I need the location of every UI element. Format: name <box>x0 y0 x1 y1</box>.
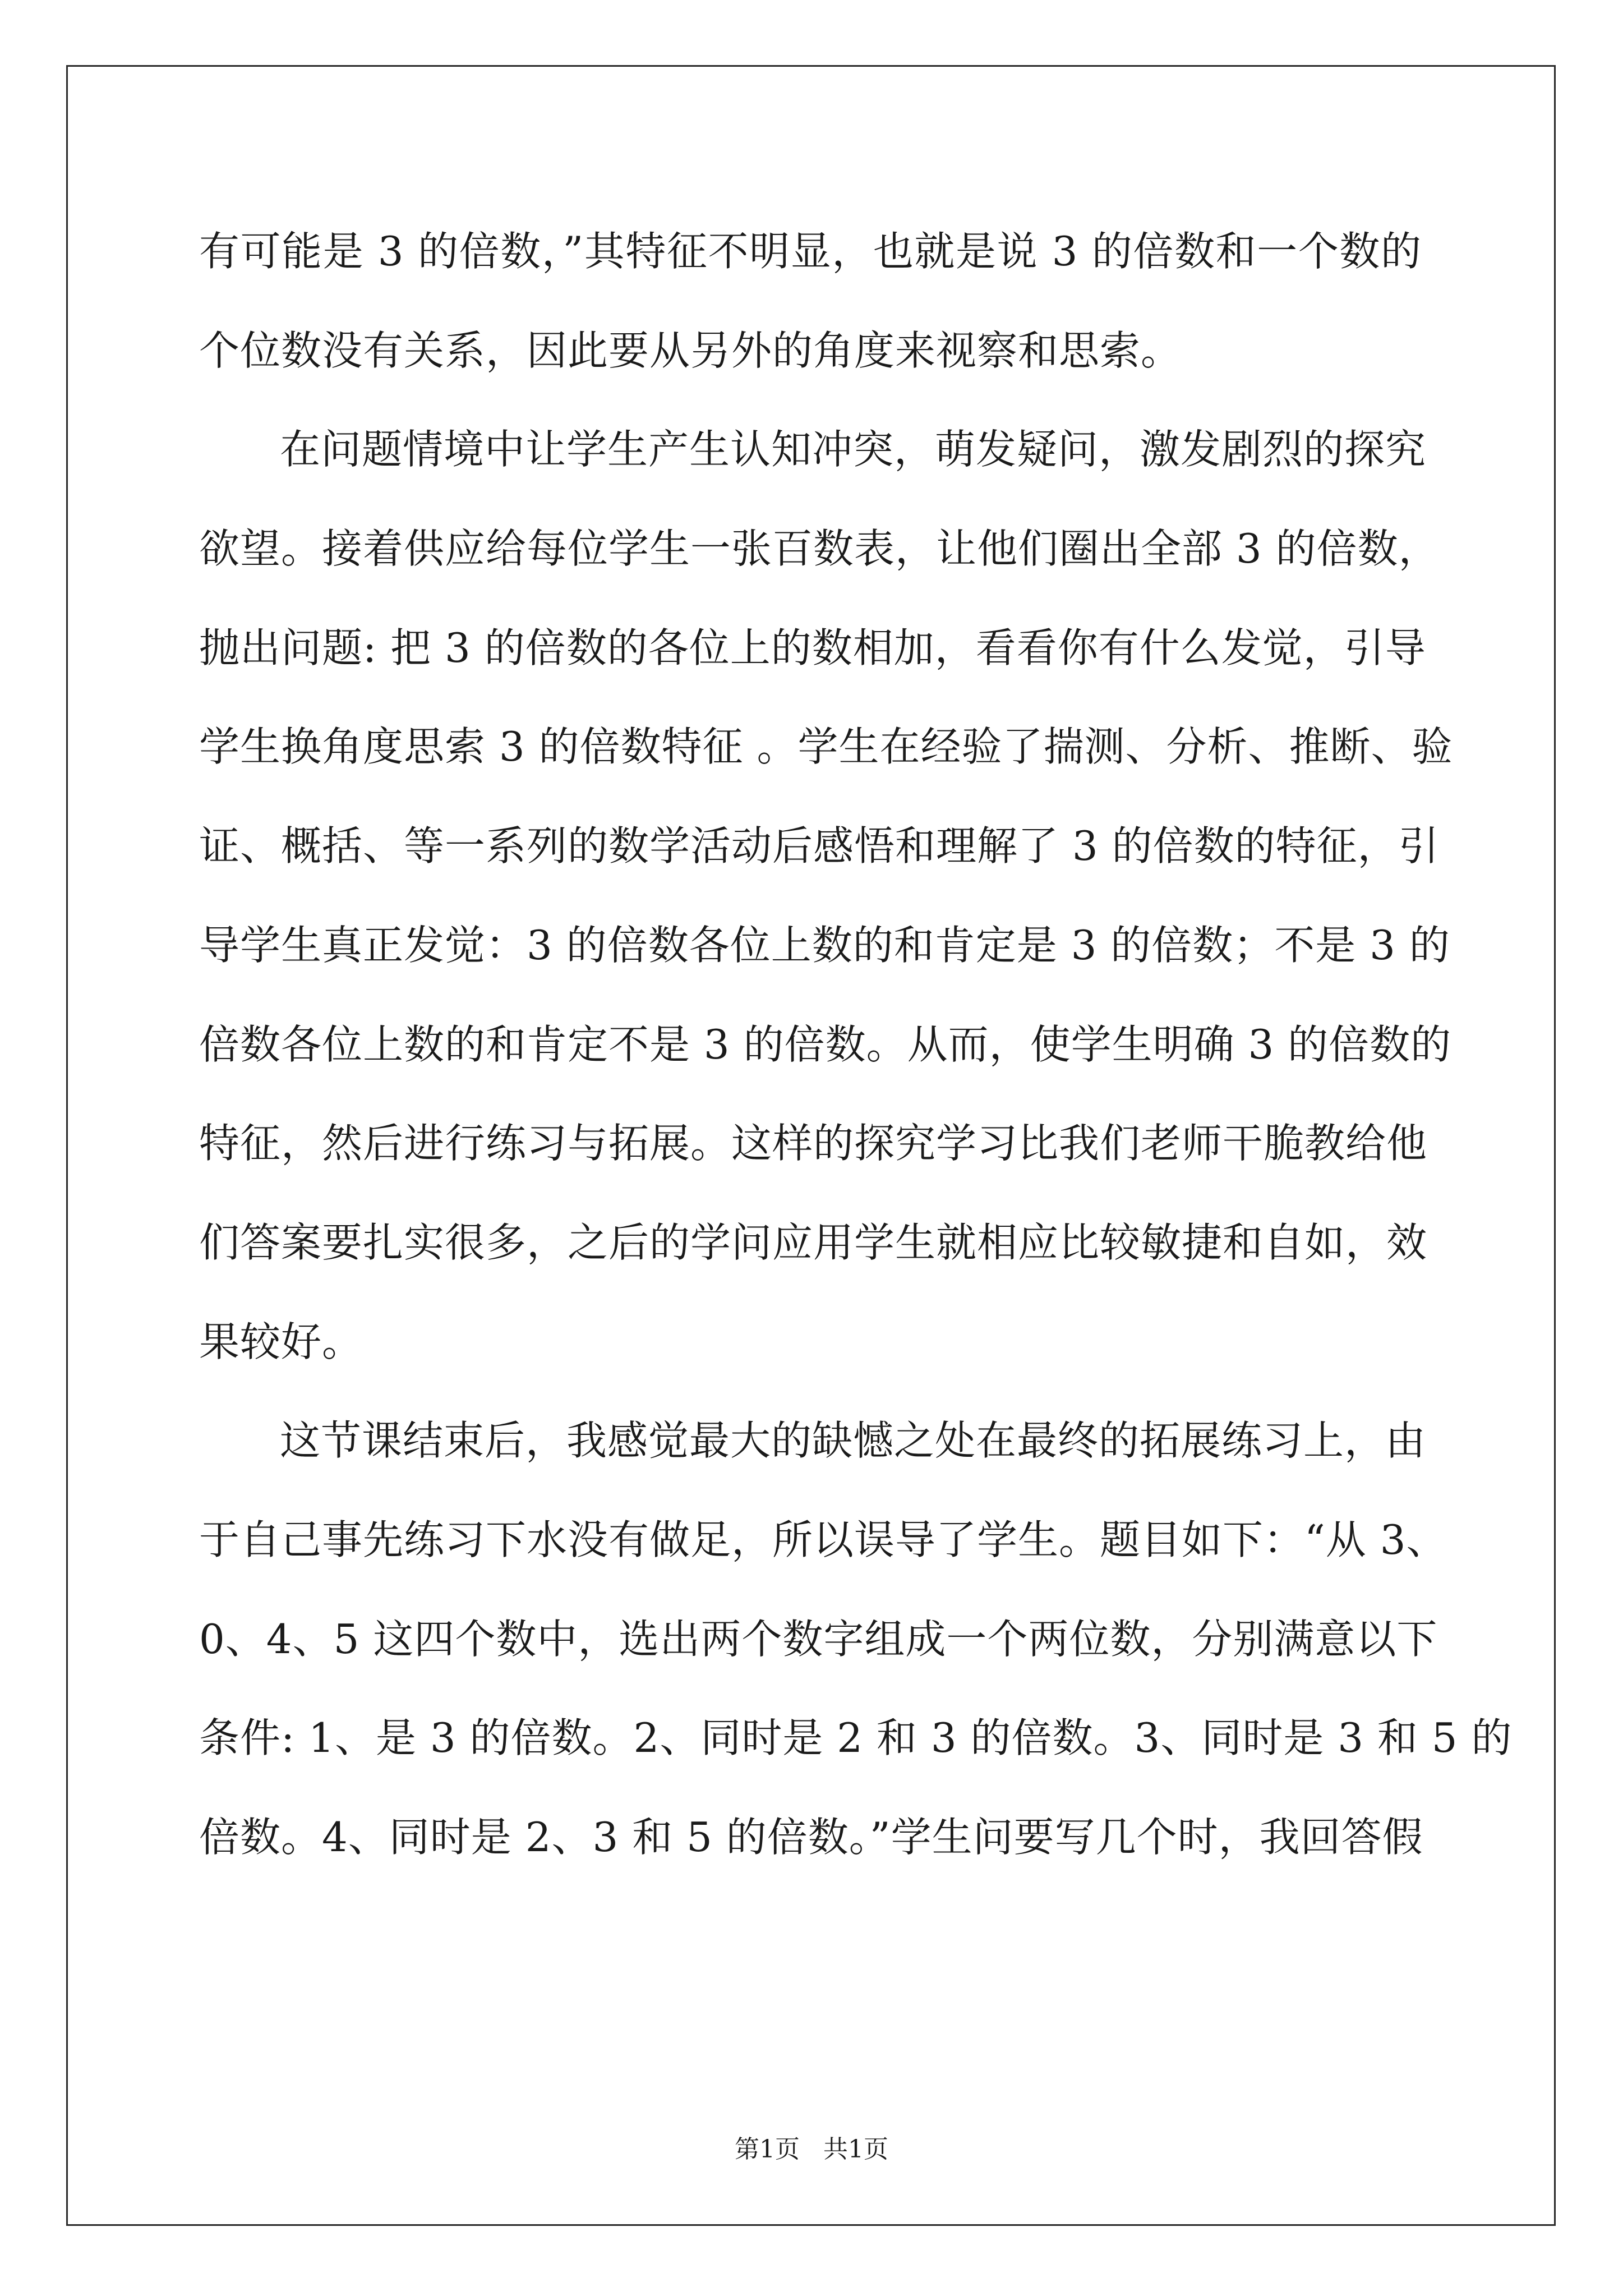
text-line: 抛出问题: 把 3 的倍数的各位上的数相加，看看你有什么发觉，引导 <box>199 624 1426 671</box>
text-line: 学生换角度思索 3 的倍数特征 。学生在经验了揣测、分析、推断、验 <box>199 723 1453 771</box>
document-body <box>199 202 1513 1887</box>
text-line: 在问题情境中让学生产生认知冲突，萌发疑问，激发剧烈的探究 <box>280 426 1427 473</box>
text-line: 有可能是 3 的倍数，”其特征不明显，也就是说 3 的倍数和一个数的 <box>199 228 1422 275</box>
text-line: 欲望。接着供应给每位学生一张百数表，让他们圈出全部 3 的倍数， <box>199 525 1440 573</box>
text-line: 个位数没有关系，因此要从另外的角度来视察和思索。 <box>199 326 1182 374</box>
text-line: 0、4、5 这四个数中，选出两个数字组成一个两位数，分别满意以下 <box>199 1615 1438 1663</box>
text-line: 倍数。4、同时是 2、3 和 5 的倍数。”学生问要写几个时，我回答假 <box>199 1814 1423 1861</box>
text-line: 倍数各位上数的和肯定不是 3 的倍数。从而，使学生明确 3 的倍数的 <box>199 1020 1452 1068</box>
paragraph <box>199 400 1453 1391</box>
text-line: 们答案要扎实很多，之后的学问应用学生就相应比较敏捷和自如，效 <box>199 1218 1428 1266</box>
text-line: 这节课结束后，我感觉最大的缺憾之处在最终的拓展练习上，由 <box>280 1417 1427 1465</box>
page-number-footer: 第1页 共1页 <box>735 2135 888 2164</box>
text-line: 特征，然后进行练习与拓展。这样的探究学习比我们老师干脆教给他 <box>199 1120 1428 1167</box>
paragraph <box>199 1391 1513 1887</box>
text-line: 导学生真正发觉：3 的倍数各位上数的和肯定是 3 的倍数；不是 3 的 <box>199 921 1450 969</box>
text-line: 证、概括、等一系列的数学活动后感悟和理解了 3 的倍数的特征，引 <box>199 822 1440 870</box>
text-line: 于自己事先练习下水没有做足，所以误导了学生。题目如下：“从 3、 <box>199 1516 1447 1563</box>
text-line: 条件: 1、是 3 的倍数。2、同时是 2 和 3 的倍数。3、同时是 3 和 5 的 <box>199 1714 1513 1762</box>
paragraph <box>199 202 1422 400</box>
text-line: 果较好。 <box>199 1318 363 1365</box>
